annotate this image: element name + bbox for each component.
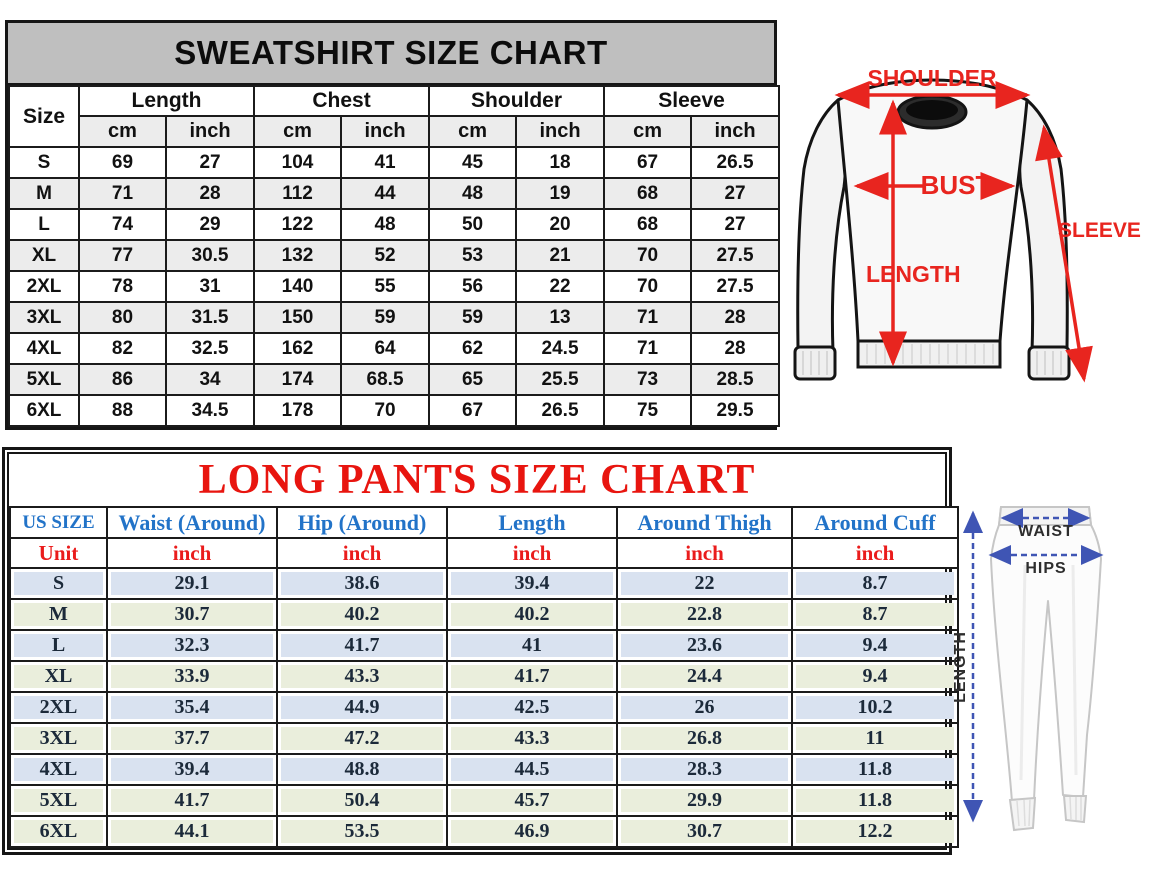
size-label-cell: 5XL	[9, 364, 79, 395]
pants-unit-row	[10, 538, 958, 568]
sweatshirt-table	[8, 85, 780, 427]
unit-header-cm: cm	[254, 116, 341, 147]
sleeve-label: SLEEVE	[1058, 219, 1141, 242]
value-cell: 75	[604, 395, 691, 426]
value-cell: 24.5	[516, 333, 604, 364]
sweatshirt-unit-row	[9, 116, 779, 147]
table-row	[9, 209, 779, 240]
value-cell: 52	[341, 240, 429, 271]
value-cell: 150	[254, 302, 341, 333]
value-cell: 25.5	[516, 364, 604, 395]
value-cell: 11	[792, 723, 958, 754]
table-row	[9, 147, 779, 178]
thigh-header: Around Thigh	[617, 507, 792, 538]
value-cell: 22.8	[617, 599, 792, 630]
size-label-cell: 4XL	[9, 333, 79, 364]
value-cell: 29.5	[691, 395, 779, 426]
table-row	[10, 723, 958, 754]
value-cell: 77	[79, 240, 166, 271]
value-cell: 18	[516, 147, 604, 178]
unit-header-cm: cm	[604, 116, 691, 147]
value-cell: 32.3	[107, 630, 277, 661]
value-cell: 41.7	[277, 630, 447, 661]
value-cell: 70	[604, 240, 691, 271]
value-cell: 132	[254, 240, 341, 271]
value-cell: 39.4	[107, 754, 277, 785]
value-cell: 44.9	[277, 692, 447, 723]
value-cell: 9.4	[792, 661, 958, 692]
long-pants-size-chart	[2, 447, 952, 855]
value-cell: 12.2	[792, 816, 958, 847]
value-cell: 62	[429, 333, 516, 364]
unit-inch: inch	[107, 538, 277, 568]
left-cuff	[795, 347, 835, 379]
value-cell: 71	[79, 178, 166, 209]
table-row	[9, 364, 779, 395]
value-cell: 43.3	[277, 661, 447, 692]
value-cell: 22	[617, 568, 792, 599]
table-row	[10, 630, 958, 661]
value-cell: 29.9	[617, 785, 792, 816]
table-row	[9, 178, 779, 209]
value-cell: 24.4	[617, 661, 792, 692]
table-row	[10, 661, 958, 692]
value-cell: 37.7	[107, 723, 277, 754]
value-cell: 22	[516, 271, 604, 302]
unit-header-cm: cm	[429, 116, 516, 147]
value-cell: 67	[604, 147, 691, 178]
right-cuff	[1029, 347, 1069, 379]
table-row	[10, 816, 958, 847]
table-row	[9, 240, 779, 271]
pants-illustration	[935, 495, 1150, 845]
value-cell: 27.5	[691, 271, 779, 302]
right-ankle-cuff	[1064, 796, 1086, 822]
value-cell: 26	[617, 692, 792, 723]
size-label-cell: XL	[9, 240, 79, 271]
size-label-cell: M	[9, 178, 79, 209]
value-cell: 30.7	[617, 816, 792, 847]
value-cell: 104	[254, 147, 341, 178]
value-cell: 70	[341, 395, 429, 426]
hips-label: HIPS	[1025, 560, 1067, 577]
unit-header-inch: inch	[341, 116, 429, 147]
value-cell: 55	[341, 271, 429, 302]
value-cell: 59	[429, 302, 516, 333]
unit-inch: inch	[447, 538, 617, 568]
sweatshirt-illustration	[775, 55, 1150, 400]
table-row	[9, 302, 779, 333]
value-cell: 28	[166, 178, 254, 209]
value-cell: 88	[79, 395, 166, 426]
value-cell: 31.5	[166, 302, 254, 333]
size-label-cell: 6XL	[9, 395, 79, 426]
value-cell: 45	[429, 147, 516, 178]
size-label-cell: 2XL	[9, 271, 79, 302]
value-cell: 30.5	[166, 240, 254, 271]
value-cell: 162	[254, 333, 341, 364]
table-row	[10, 599, 958, 630]
value-cell: 140	[254, 271, 341, 302]
value-cell: 29.1	[107, 568, 277, 599]
value-cell: 80	[79, 302, 166, 333]
value-cell: 33.9	[107, 661, 277, 692]
unit-header-inch: inch	[691, 116, 779, 147]
chest-group-header: Chest	[254, 86, 429, 116]
value-cell: 68	[604, 209, 691, 240]
value-cell: 53.5	[277, 816, 447, 847]
value-cell: 50.4	[277, 785, 447, 816]
size-label-cell: L	[9, 209, 79, 240]
value-cell: 31	[166, 271, 254, 302]
pants-table-body	[10, 568, 958, 847]
size-column-header: Size	[9, 86, 79, 147]
value-cell: 65	[429, 364, 516, 395]
size-label-cell: 2XL	[10, 692, 107, 723]
value-cell: 26.5	[691, 147, 779, 178]
table-row	[10, 568, 958, 599]
shoulder-group-header: Shoulder	[429, 86, 604, 116]
value-cell: 32.5	[166, 333, 254, 364]
size-label-cell: M	[10, 599, 107, 630]
value-cell: 9.4	[792, 630, 958, 661]
value-cell: 44.5	[447, 754, 617, 785]
value-cell: 20	[516, 209, 604, 240]
value-cell: 44	[341, 178, 429, 209]
value-cell: 26.5	[516, 395, 604, 426]
table-row	[10, 692, 958, 723]
value-cell: 112	[254, 178, 341, 209]
value-cell: 35.4	[107, 692, 277, 723]
unit-header-inch: inch	[516, 116, 604, 147]
pants-header-row	[10, 507, 958, 538]
size-label-cell: S	[9, 147, 79, 178]
value-cell: 69	[79, 147, 166, 178]
value-cell: 41.7	[107, 785, 277, 816]
unit-inch: inch	[617, 538, 792, 568]
sweatshirt-table-body	[9, 147, 779, 426]
value-cell: 48	[429, 178, 516, 209]
size-label-cell: 4XL	[10, 754, 107, 785]
sweatshirt-measurement-figure	[775, 55, 1150, 400]
value-cell: 41.7	[447, 661, 617, 692]
value-cell: 44.1	[107, 816, 277, 847]
value-cell: 40.2	[277, 599, 447, 630]
value-cell: 40.2	[447, 599, 617, 630]
hem-band	[858, 341, 1000, 367]
us-size-header: US SIZE	[10, 507, 107, 538]
value-cell: 28.5	[691, 364, 779, 395]
size-label-cell: L	[10, 630, 107, 661]
value-cell: 82	[79, 333, 166, 364]
size-label-cell: S	[10, 568, 107, 599]
value-cell: 28	[691, 302, 779, 333]
value-cell: 11.8	[792, 785, 958, 816]
left-sleeve	[798, 100, 846, 352]
value-cell: 39.4	[447, 568, 617, 599]
value-cell: 10.2	[792, 692, 958, 723]
unit-header-inch: inch	[166, 116, 254, 147]
length-label: LENGTH	[866, 261, 961, 287]
collar-opening	[906, 100, 958, 120]
value-cell: 78	[79, 271, 166, 302]
value-cell: 70	[604, 271, 691, 302]
hip-header: Hip (Around)	[277, 507, 447, 538]
value-cell: 41	[447, 630, 617, 661]
value-cell: 26.8	[617, 723, 792, 754]
value-cell: 28.3	[617, 754, 792, 785]
long-pants-inner-border	[7, 452, 947, 850]
size-label-cell: 5XL	[10, 785, 107, 816]
value-cell: 43.3	[447, 723, 617, 754]
table-row	[10, 754, 958, 785]
sweatshirt-size-chart	[5, 20, 777, 430]
waist-label: WAIST	[1018, 523, 1074, 540]
table-row	[9, 333, 779, 364]
value-cell: 73	[604, 364, 691, 395]
value-cell: 174	[254, 364, 341, 395]
value-cell: 13	[516, 302, 604, 333]
value-cell: 45.7	[447, 785, 617, 816]
pants-body	[991, 507, 1101, 802]
value-cell: 27.5	[691, 240, 779, 271]
pants-length-label: LENGTH	[952, 631, 969, 703]
value-cell: 68	[604, 178, 691, 209]
pants-measurement-figure	[935, 495, 1150, 845]
value-cell: 56	[429, 271, 516, 302]
sweatshirt-chart-title: SWEATSHIRT SIZE CHART	[8, 23, 774, 85]
shoulder-label: SHOULDER	[867, 65, 997, 91]
size-label-cell: 6XL	[10, 816, 107, 847]
value-cell: 68.5	[341, 364, 429, 395]
unit-inch: inch	[277, 538, 447, 568]
waist-header: Waist (Around)	[107, 507, 277, 538]
value-cell: 27	[691, 209, 779, 240]
table-row	[9, 271, 779, 302]
value-cell: 38.6	[277, 568, 447, 599]
sweatshirt-header-row	[9, 86, 779, 116]
bust-label: BUST	[920, 170, 992, 200]
value-cell: 42.5	[447, 692, 617, 723]
value-cell: 23.6	[617, 630, 792, 661]
unit-inch: inch	[792, 538, 958, 568]
value-cell: 50	[429, 209, 516, 240]
value-cell: 64	[341, 333, 429, 364]
size-label-cell: XL	[10, 661, 107, 692]
value-cell: 34	[166, 364, 254, 395]
cuff-header: Around Cuff	[792, 507, 958, 538]
sleeve-group-header: Sleeve	[604, 86, 779, 116]
value-cell: 86	[79, 364, 166, 395]
value-cell: 34.5	[166, 395, 254, 426]
table-row	[10, 785, 958, 816]
value-cell: 67	[429, 395, 516, 426]
value-cell: 178	[254, 395, 341, 426]
value-cell: 11.8	[792, 754, 958, 785]
length-group-header: Length	[79, 86, 254, 116]
value-cell: 48	[341, 209, 429, 240]
value-cell: 47.2	[277, 723, 447, 754]
value-cell: 21	[516, 240, 604, 271]
value-cell: 28	[691, 333, 779, 364]
value-cell: 74	[79, 209, 166, 240]
value-cell: 19	[516, 178, 604, 209]
value-cell: 46.9	[447, 816, 617, 847]
size-label-cell: 3XL	[9, 302, 79, 333]
value-cell: 27	[166, 147, 254, 178]
size-label-cell: 3XL	[10, 723, 107, 754]
value-cell: 8.7	[792, 599, 958, 630]
value-cell: 27	[691, 178, 779, 209]
value-cell: 71	[604, 333, 691, 364]
length-header: Length	[447, 507, 617, 538]
left-ankle-cuff	[1010, 798, 1035, 830]
value-cell: 8.7	[792, 568, 958, 599]
value-cell: 59	[341, 302, 429, 333]
unit-label: Unit	[10, 538, 107, 568]
value-cell: 41	[341, 147, 429, 178]
value-cell: 30.7	[107, 599, 277, 630]
pants-table	[9, 506, 959, 848]
value-cell: 48.8	[277, 754, 447, 785]
value-cell: 71	[604, 302, 691, 333]
value-cell: 29	[166, 209, 254, 240]
pants-chart-title: LONG PANTS SIZE CHART	[198, 457, 756, 503]
value-cell: 53	[429, 240, 516, 271]
table-row	[9, 395, 779, 426]
unit-header-cm: cm	[79, 116, 166, 147]
value-cell: 122	[254, 209, 341, 240]
